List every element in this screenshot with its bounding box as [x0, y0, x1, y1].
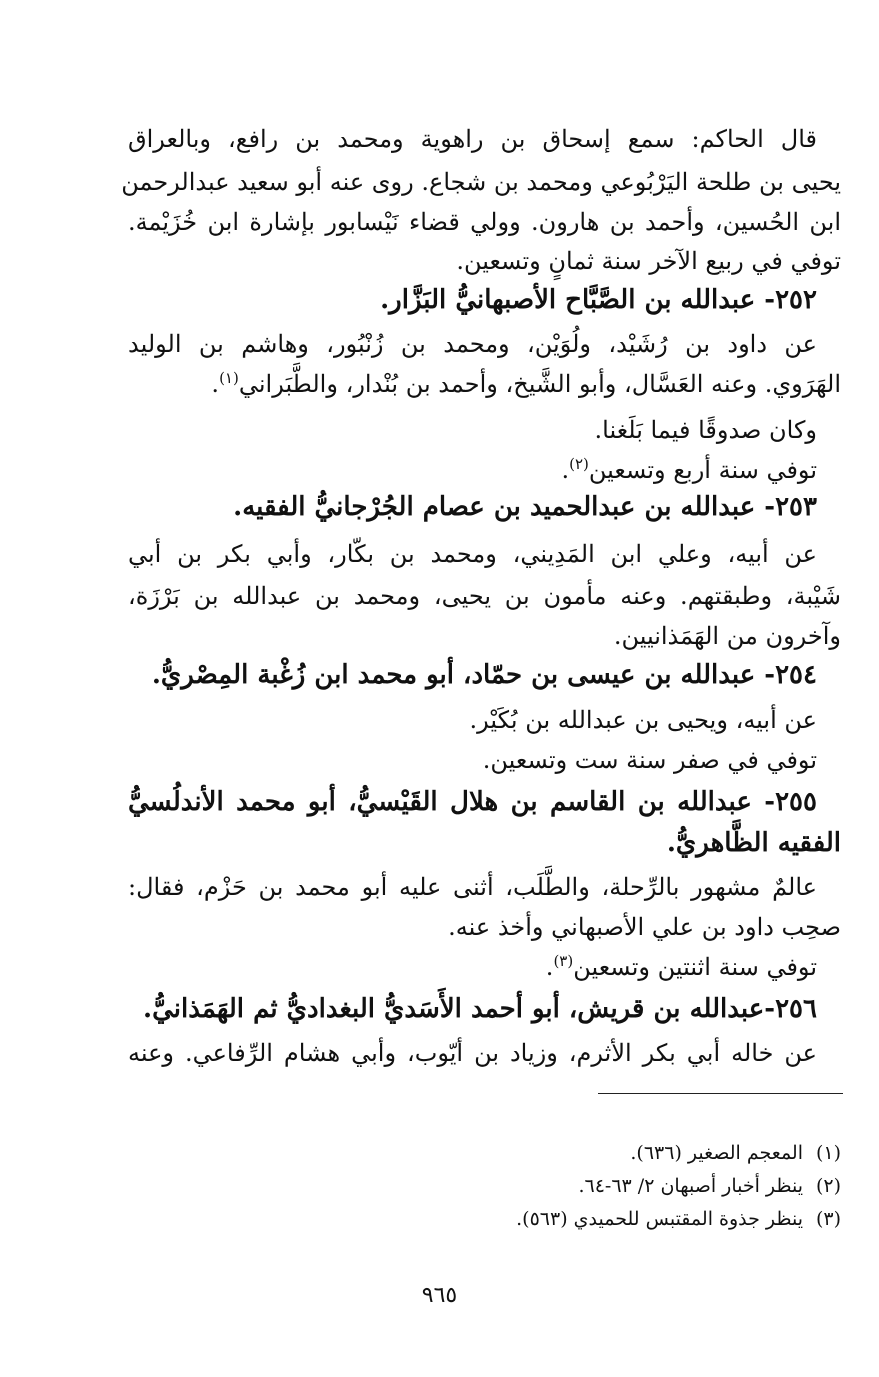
line-text: وآخرون من الهَمَذانيين. [613, 622, 841, 650]
footnote-marker: (٣) [553, 952, 574, 970]
line-text: ٢٥٢- عبدالله بن الصَّبَّاح الأصبهانيُّ البَزَّار. [380, 285, 817, 315]
text-line [614, 619, 841, 653]
text-line [211, 367, 841, 401]
text-line [128, 870, 817, 904]
text-line [561, 453, 817, 487]
line-text: يحيى بن طلحة اليَرْبُوعي ومحمد بن شجاع. روى عنه أبو سعيد عبدالرحمن [121, 168, 841, 196]
text-line [546, 950, 817, 984]
line-tail: . [545, 953, 554, 981]
text-line [128, 1036, 817, 1070]
line-text: الهَرَوي. وعنه العَسَّال، وأبو الشَّيخ، وأحمد بن بُنْدار، والطَّبَراني [238, 370, 841, 398]
footnote [630, 1139, 841, 1167]
footnote [578, 1172, 841, 1200]
line-text: ٢٥٣- عبدالله بن عبدالحميد بن عصام الجُرْجانيُّ الفقيه. [233, 492, 817, 522]
line-tail: . [561, 456, 570, 484]
line-text: ابن الحُسين، وأحمد بن هارون. وولي قضاء نَيْسابور بإشارة ابن خُزَيْمة. [128, 208, 841, 236]
text-line [483, 743, 817, 777]
footnote-number: (١) [815, 1142, 841, 1164]
line-text: توفي في صفر سنة ست وتسعين. [482, 746, 817, 774]
entry-heading [128, 785, 817, 819]
footnote [516, 1205, 841, 1233]
line-text: توفي سنة أربع وتسعين [588, 456, 817, 484]
text-line [470, 703, 817, 737]
line-text: الفقيه الظَّاهريُّ. [666, 828, 841, 858]
text-line [128, 327, 817, 361]
entry-heading [143, 992, 817, 1026]
footnote-number: (٣) [815, 1208, 841, 1230]
entry-heading [667, 826, 841, 860]
footnote-text: ينظر أخبار أصبهان ٢/ ٦٣-٦٤. [578, 1175, 803, 1197]
text-line [128, 122, 817, 156]
footnote-separator [598, 1093, 843, 1094]
entry-heading [233, 490, 817, 524]
text-line [456, 244, 841, 278]
line-text: توفي سنة اثنتين وتسعين [573, 953, 817, 981]
text-line [128, 537, 817, 571]
line-text: عن أبيه، وعلي ابن المَدِيني، ومحمد بن بكّار، وأبي بكر بن أبي [128, 540, 817, 568]
footnote-number: (٢) [815, 1175, 841, 1197]
line-text: عن أبيه، ويحيى بن عبدالله بن بُكَيْر. [469, 706, 817, 734]
footnote-text: ينظر جذوة المقتبس للحميدي (٥٦٣). [516, 1208, 803, 1230]
text-line [121, 165, 841, 199]
text-line [595, 413, 817, 447]
text-line [448, 910, 841, 944]
entry-heading [380, 283, 817, 317]
line-text: ٢٥٤- عبدالله بن عيسى بن حمّاد، أبو محمد ابن زُغْبة المِصْريُّ. [151, 660, 817, 690]
line-text: وكان صدوقًا فيما بَلَغنا. [594, 416, 817, 444]
line-text: عن خاله أبي بكر الأثرم، وزياد بن أيّوب، وأبي هشام الرِّفاعي. وعنه [128, 1039, 817, 1067]
entry-heading [152, 658, 817, 692]
line-tail: . [211, 370, 220, 398]
footnote-marker: (٢) [569, 455, 589, 473]
footnote-text: المعجم الصغير (٦٣٦). [630, 1142, 803, 1164]
footnote-marker: (١) [219, 369, 239, 387]
line-text: عن داود بن رُشَيْد، ولُوَيْن، ومحمد بن زُنْبُور، وهاشم بن الوليد [128, 330, 817, 358]
text-line [128, 205, 841, 239]
line-text: شَيْبة، وطبقتهم. وعنه مأمون بن يحيى، ومحمد بن عبدالله بن بَرْزَة، [128, 582, 841, 610]
line-text: ٢٥٦-عبدالله بن قريش، أبو أحمد الأَسَديُّ البغداديُّ ثم الهَمَذانيُّ. [143, 994, 817, 1024]
line-text: صحِب داود بن علي الأصبهاني وأخذ عنه. [448, 913, 841, 941]
text-line [128, 579, 841, 613]
page-number: ٩٦٥ [421, 1283, 458, 1308]
line-text: ٢٥٥- عبدالله بن القاسم بن هلال القَيْسيُّ، أبو محمد الأندلُسيُّ [128, 787, 817, 817]
line-text: توفي في ربيع الآخر سنة ثمانٍ وتسعين. [456, 247, 841, 275]
line-text: عالمٌ مشهور بالرِّحلة، والطَّلَب، أثنى عليه أبو محمد بن حَزْم، فقال: [128, 873, 817, 901]
line-text: قال الحاكم: سمع إسحاق بن راهوية ومحمد بن رافع، وبالعراق [128, 125, 817, 153]
